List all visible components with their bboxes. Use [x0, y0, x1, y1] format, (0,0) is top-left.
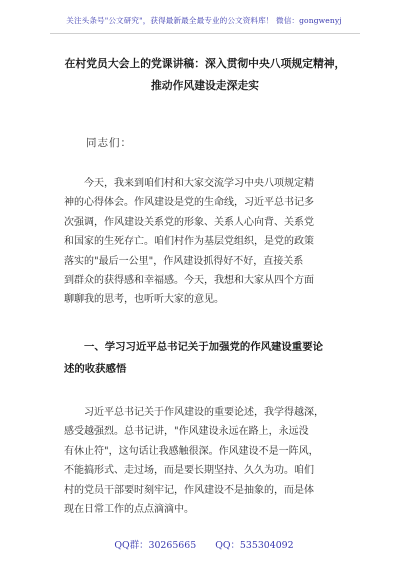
paragraph-line: 有休止符"，这句话让我感触很深。作风建设不是一阵风， — [64, 445, 319, 457]
footer-contact — [0, 537, 408, 551]
header-banner: 关注头条号"公文研究"，获得最新最全最专业的公文资料库！ 微信：gongwenyj — [66, 16, 342, 25]
paragraph-line: 不能搞形式、走过场，而是要长期坚持、久久为功。咱们 — [64, 465, 314, 477]
document-title-line-1: 在村党员大会上的党课讲稿：深入贯彻中央八项规定精神， — [64, 57, 346, 70]
paragraph-line: 次强调，作风建设关系党的形象、关系人心向背、关系党 — [64, 216, 314, 228]
paragraph-line: 落实的"最后一公里"，作风建设抓得好不好，直接关系 — [64, 255, 304, 267]
header-divider — [50, 33, 360, 34]
paragraph-section-1 — [64, 403, 364, 519]
section-heading-line: 述的收获感悟 — [64, 363, 127, 375]
paragraph-line: 村的党员干部要时刻牢记，作风建设不是抽象的，而是体 — [64, 484, 314, 496]
paragraph-line: 神的心得体会。作风建设是党的生命线，习近平总书记多 — [64, 197, 314, 209]
paragraph-line: 到群众的获得感和幸福感。今天，我想和大家从四个方面 — [64, 274, 314, 286]
paragraph-line: 现在日常工作的点点滴滴中。 — [64, 503, 194, 515]
document-title-line-2: 推动作风建设走深走实 — [151, 79, 259, 92]
paragraph-line: 和国家的生死存亡。咱们村作为基层党组织，是党的政策 — [64, 236, 314, 248]
footer-qq-group: QQ群：30265665 — [114, 540, 197, 551]
section-heading-line: 一、学习习近平总书记关于加强党的作风建设重要论 — [84, 341, 323, 353]
footer-qq: QQ：535304092 — [215, 540, 294, 551]
paragraph-line: 聊聊我的思考，也听听大家的意见。 — [64, 294, 224, 306]
section-heading-1 — [64, 336, 364, 380]
paragraph-line: 今天，我来到咱们村和大家交流学习中央八项规定精 — [84, 178, 314, 189]
paragraph-line: 习近平总书记关于作风建设的重要论述，我学得越深， — [84, 407, 324, 418]
paragraph-intro — [64, 174, 364, 310]
paragraph-line: 感受越强烈。总书记讲，"作风建设永远在路上，永远没 — [64, 426, 309, 438]
salutation: 同志们： — [86, 137, 132, 149]
